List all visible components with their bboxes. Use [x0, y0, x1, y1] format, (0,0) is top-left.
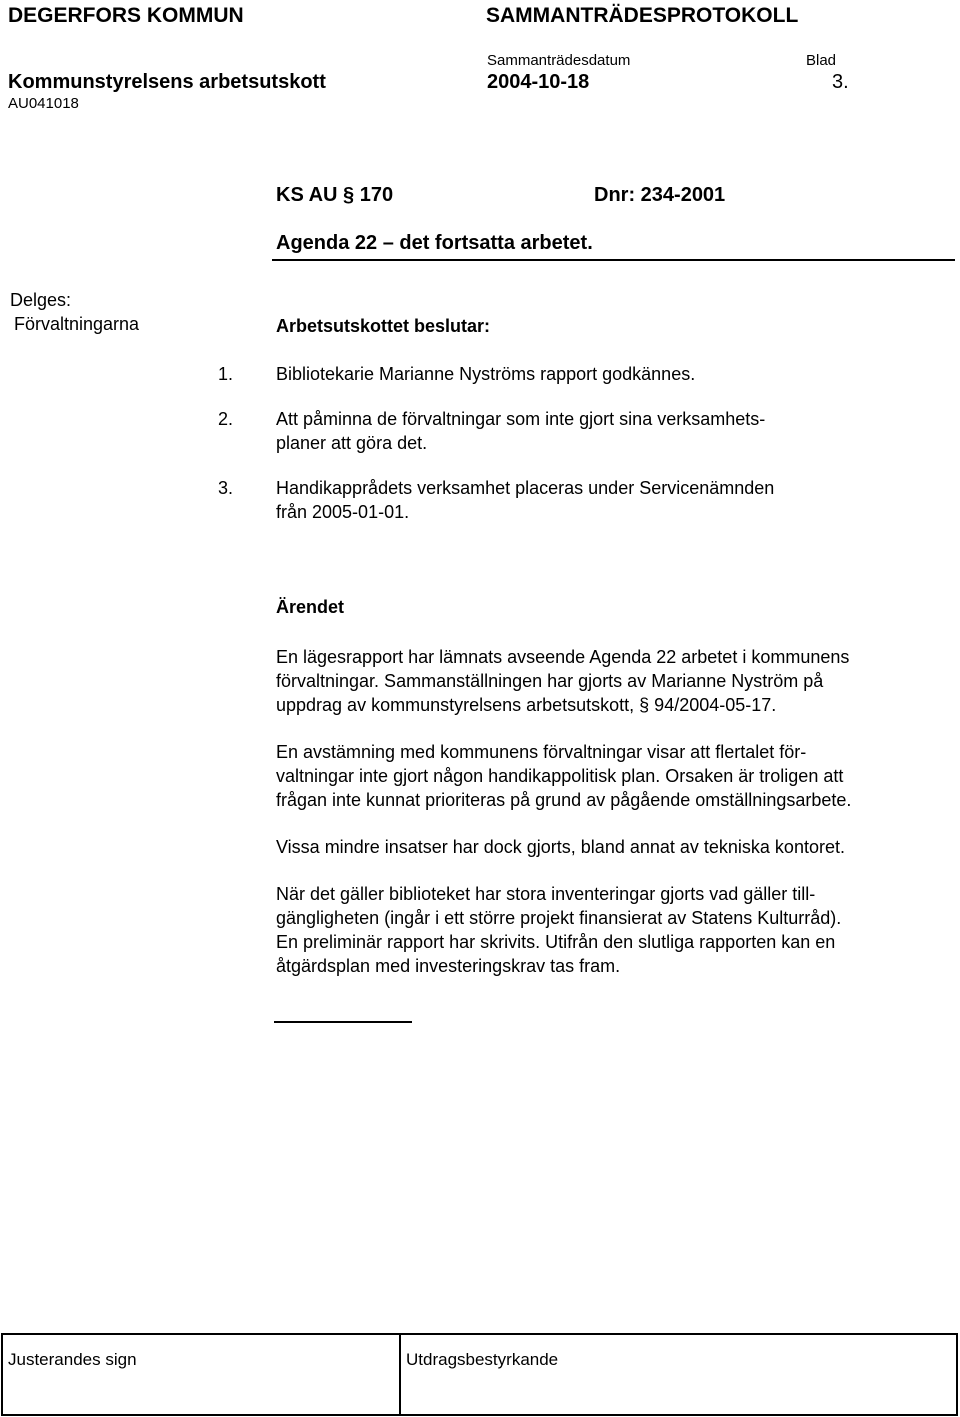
- decision-item-text: Handikapprådets verksamhet placeras under Servicenämnden från 2005-01-01.: [276, 478, 775, 522]
- meeting-date-label: Sammanträdesdatum: [487, 52, 631, 69]
- decision-heading: Arbetsutskottet beslutar:: [276, 316, 491, 336]
- item-number: KS AU § 170: [276, 184, 394, 206]
- decision-item-number: 2.: [218, 409, 234, 429]
- org-name: DEGERFORS KOMMUN: [8, 4, 244, 27]
- reference-code: AU041018: [8, 95, 79, 112]
- document-type: SAMMANTRÄDESPROTOKOLL: [486, 4, 799, 27]
- distribution-label: Delges:: [10, 290, 72, 310]
- decision-item: [218, 476, 858, 524]
- matter-paragraph: När det gäller biblioteket har stora inventeringar gjorts vad gäller till- gängligheten (ingår i ett större projekt finansierat av Statens Kulturråd). En preliminär rapport har skrivits. Utifrån den slutliga rapporten kan en åtgärdsplan med investeringskrav tas fram.: [276, 884, 842, 976]
- decision-list: [218, 362, 858, 545]
- extract-certification-label: Utdragsbestyrkande: [406, 1350, 559, 1369]
- footer-bottom-border: [1, 1414, 958, 1416]
- footer-divider: [399, 1333, 401, 1416]
- item-title: Agenda 22 – det fortsatta arbetet.: [276, 232, 593, 254]
- footer-right-border: [956, 1333, 958, 1416]
- decision-item: [218, 362, 858, 386]
- end-rule: [274, 1021, 412, 1023]
- decision-item-number: 1.: [218, 364, 234, 384]
- page-number: 3.: [832, 71, 849, 93]
- decision-item-text: Bibliotekarie Marianne Nyströms rapport godkännes.: [276, 364, 696, 384]
- footer-left-border: [1, 1333, 3, 1416]
- page-label: Blad: [806, 52, 837, 69]
- matter-body: [276, 645, 940, 1001]
- diary-number: Dnr: 234-2001: [594, 184, 726, 206]
- decision-item-number: 3.: [218, 478, 234, 498]
- matter-paragraph: En avstämning med kommunens förvaltningar visar att flertalet för- valtningar inte gjort någon handikappolitisk plan. Orsaken är troligen att frågan inte kunnat prioriteras på grund av pågående omställningsarbete.: [276, 742, 852, 810]
- committee-name: Kommunstyrelsens arbetsutskott: [8, 71, 326, 93]
- title-underline: [272, 259, 955, 261]
- meeting-date: 2004-10-18: [487, 71, 590, 93]
- adjuster-sign-label: Justerandes sign: [8, 1350, 137, 1369]
- matter-paragraph: Vissa mindre insatser har dock gjorts, bland annat av tekniska kontoret.: [276, 837, 845, 857]
- matter-paragraph: En lägesrapport har lämnats avseende Agenda 22 arbetet i kommunens förvaltningar. Sammanställningen har gjorts av Marianne Nyström på uppdrag av kommunstyrelsens arbetsutskott, § 94/2004-05-17.: [276, 647, 850, 715]
- distribution-recipient: Förvaltningarna: [14, 314, 140, 334]
- matter-heading: Ärendet: [276, 597, 345, 617]
- footer-top-border: [1, 1333, 958, 1335]
- decision-item: [218, 407, 858, 455]
- decision-item-text: Att påminna de förvaltningar som inte gjort sina verksamhets- planer att göra det.: [276, 409, 766, 453]
